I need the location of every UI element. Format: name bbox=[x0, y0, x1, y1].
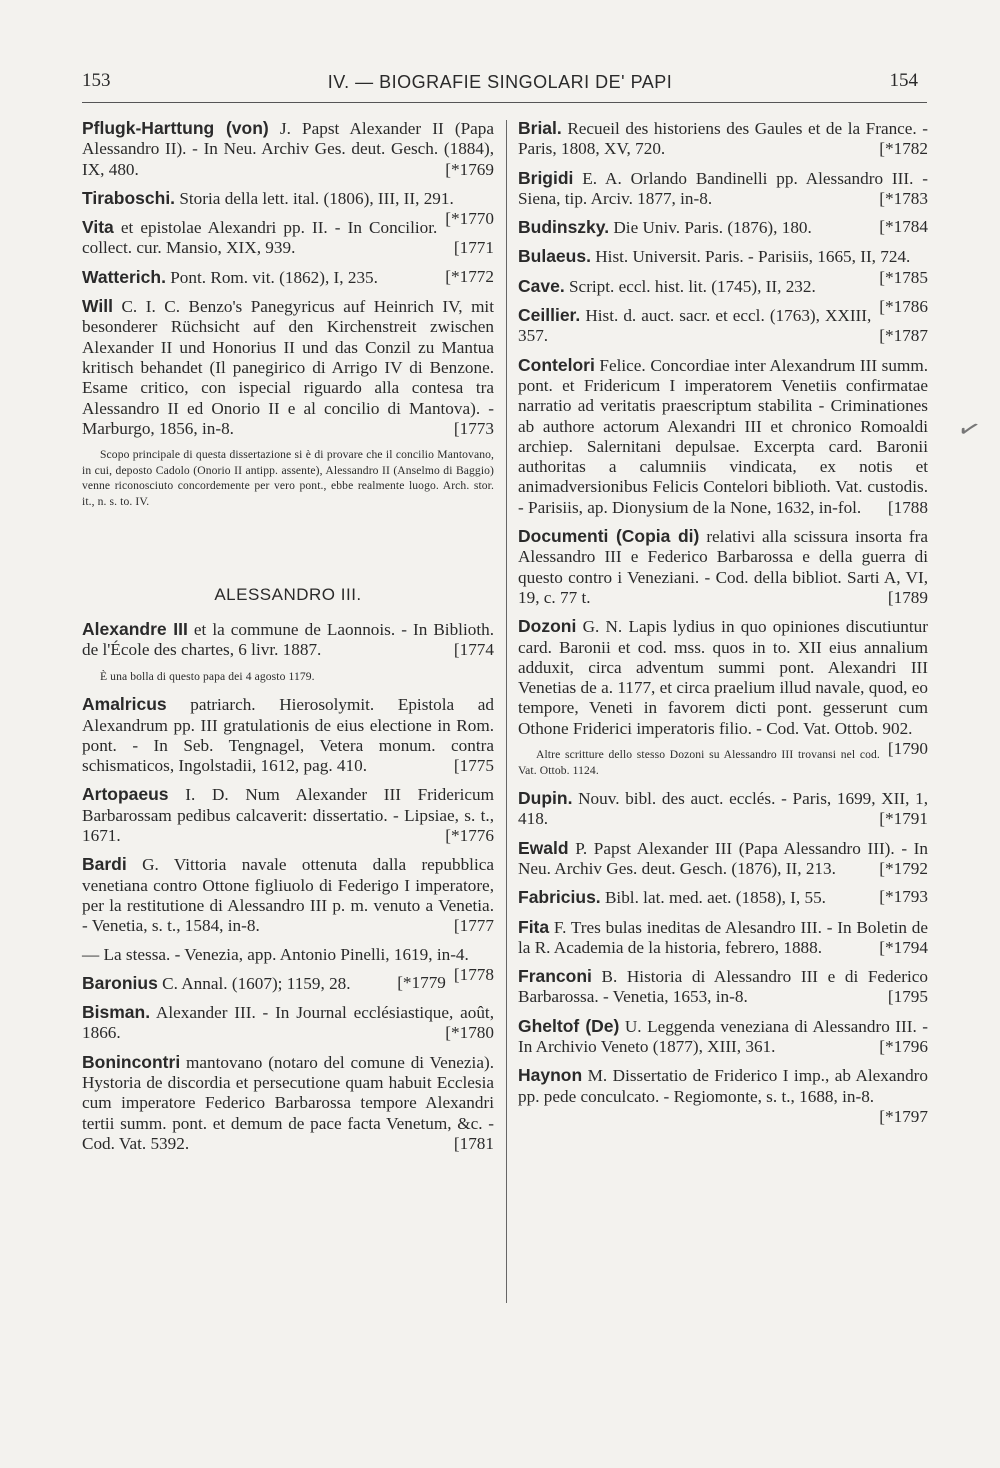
entry-text: P. Papst Alexander III (Papa Alessandro III). - In Neu. Archiv Ges. deut. Gesch. (1876), II, 213. bbox=[518, 838, 928, 878]
entry-number: [1789 bbox=[887, 587, 928, 607]
entry-number: [1775 bbox=[453, 756, 494, 776]
section-heading: ALESSANDRO III. bbox=[214, 585, 362, 605]
running-title: IV. — BIOGRAFIE SINGOLARI DE' PAPI bbox=[327, 72, 673, 92]
entry-author: Baronius bbox=[82, 972, 158, 993]
bib-entry-1783 bbox=[518, 168, 928, 210]
bib-entry-1788 bbox=[518, 355, 928, 518]
entry-number: [*1787 bbox=[879, 326, 928, 346]
entry-text: Script. eccl. hist. lit. (1745), II, 232. bbox=[564, 276, 816, 296]
bib-entry-1784 bbox=[518, 217, 928, 238]
entry-number: [*1796 bbox=[879, 1036, 928, 1056]
entry-author: Watterich. bbox=[82, 266, 166, 287]
entry-author: Fabricius. bbox=[518, 887, 601, 908]
bib-entry-1796 bbox=[518, 1016, 928, 1058]
entry-author: Bulaeus. bbox=[518, 246, 591, 267]
entry-author: Bisman. bbox=[82, 1002, 151, 1023]
entry-author: Bardi bbox=[82, 854, 127, 875]
entry-author: Haynon bbox=[518, 1065, 583, 1086]
page-number-left: 153 bbox=[82, 70, 111, 91]
entry-author: Will bbox=[82, 296, 113, 317]
entry-text: Die Univ. Paris. (1876), 180. bbox=[609, 218, 812, 238]
entry-note: Scopo principale di questa dissertazione si è di provare che il concilio Mantovano, in cui, deposto Cadolo (Onorio II antipp. assente), Alessandro II (Anselmo di Baggio) venne riconosciuto concordemente per vero pont., ebbe realmente luogo. Arch. stor. it., n. s. to. IV. bbox=[82, 448, 494, 508]
entry-text: B. Historia di Alessandro III e di Federico Barbarossa. - Venetia, 1653, in-8. bbox=[518, 967, 928, 1007]
entry-author: Franconi bbox=[518, 966, 592, 987]
entry-text: Recueil des historiens des Gaules et de la France. - Paris, 1808, XV, 720. bbox=[518, 119, 928, 159]
entry-text: G. N. Lapis lydius in quo opiniones discutiuntur card. Baronii et cod. mss. quos in to. XII eius annalium adduxit, circa adventum summi pont. Alexandri III Venetias de a. 1177, et circa praelium illud navale, quod, eo tempore, Veneti in favorem dicti pont. gesserunt cum Othone Friderici imperatoris filio. - Cod. Vat. Ottob. 902. bbox=[518, 617, 928, 738]
page-number-right: 154 bbox=[889, 70, 918, 91]
bib-entry-1779 bbox=[82, 973, 494, 994]
column-divider bbox=[506, 120, 507, 1303]
entry-text: F. Tres bulas ineditas de Alesandro III. - In Boletin de la R. Academia de la historia, febrero, 1888. bbox=[518, 917, 928, 957]
entry-author: Dupin. bbox=[518, 788, 573, 809]
entry-author: Vita bbox=[82, 217, 114, 238]
bib-entry-1776 bbox=[82, 784, 494, 846]
entry-text: I. D. Num Alexander III Fridericum Barbarossam pedibus calcaverit: dissertatio. - Lipsiae, s. t., 1671. bbox=[82, 785, 494, 846]
entry-author: Ceillier. bbox=[518, 305, 581, 326]
entry-number: [*1782 bbox=[879, 139, 928, 159]
entry-number: [1781 bbox=[453, 1133, 494, 1153]
entry-author: Contelori bbox=[518, 354, 595, 375]
bib-entry-1775 bbox=[82, 694, 494, 776]
bib-entry-1773 bbox=[82, 296, 494, 439]
entry-number: [*1779 bbox=[397, 972, 446, 992]
entry-author: Budinszky. bbox=[518, 217, 610, 238]
entry-number: [*1784 bbox=[879, 217, 928, 237]
entry-number: [1795 bbox=[887, 987, 928, 1007]
entry-text: Felice. Concordiae inter Alexandrum III summ. pont. et Fridericum I imperatorem Venetiis confirmatae narratio ad veritatis praescriptum stabilita - Criminationes ab authore actorum Alexandri III et chronico Romoaldi archiep. Salernitani depulsae. Excerpta card. Baronii authoritas a calumniis vindicata, ex notis et animadversionibus Felicis Contelori biblioth. Vat. custodis. - Parisiis, ap. Dionysium de la None, 1632, in-fol. bbox=[518, 355, 928, 517]
entry-author: Alexandre III bbox=[82, 619, 188, 640]
entry-number: [*1793 bbox=[879, 887, 928, 907]
entry-number: [1777 bbox=[453, 916, 494, 936]
entry-number: [*1769 bbox=[445, 159, 494, 179]
entry-author: Cave. bbox=[518, 275, 565, 296]
bib-entry-1772 bbox=[82, 267, 494, 288]
entry-number: [*1794 bbox=[879, 937, 928, 957]
entry-number: [1778 bbox=[453, 964, 494, 984]
entry-note: Altre scritture dello stesso Dozoni su Alessandro III trovansi nel cod. Vat. Ottob. 1124. bbox=[518, 748, 880, 777]
entry-author: Tiraboschi. bbox=[82, 187, 176, 208]
entry-number: [*1792 bbox=[879, 858, 928, 878]
entry-text: Pont. Rom. vit. (1862), I, 235. bbox=[165, 267, 378, 287]
entry-text: G. Vittoria navale ottenuta dalla repubblica venetiana contro Ottone figliuolo di Federigo I imperatore, per la restitutione di Alessandro III p. m. venuto a Venetia. - Venetia, s. t., 1584, in-8. bbox=[82, 855, 494, 936]
entry-text: Hist. Universit. Paris. - Parisiis, 1665, II, 724. bbox=[590, 247, 911, 267]
bib-entry-1787 bbox=[518, 305, 928, 347]
running-header bbox=[82, 70, 918, 100]
pencil-checkmark-icon: ✓ bbox=[953, 412, 985, 447]
entry-text: Bibl. lat. med. aet. (1858), I, 55. bbox=[600, 888, 826, 908]
bib-entry-1797 bbox=[518, 1065, 928, 1126]
entry-author: Documenti (Copia di) bbox=[518, 526, 700, 547]
right-column bbox=[518, 118, 928, 1127]
entry-number: [1774 bbox=[453, 640, 494, 660]
entry-number: [1771 bbox=[453, 238, 494, 258]
entry-text: Alexander III. - In Journal ecclésiastique, août, 1866. bbox=[82, 1003, 494, 1043]
entry-author: Pflugk-Harttung (von) bbox=[82, 118, 269, 138]
entry-number: [1790 bbox=[887, 739, 928, 759]
entry-text: et epistolae Alexandri pp. II. - In Concilior. collect. cur. Mansio, XIX, 939. bbox=[82, 218, 438, 258]
entry-author: Dozoni bbox=[518, 616, 577, 637]
bib-entry-1774 bbox=[82, 619, 494, 661]
entry-text: E. A. Orlando Bandinelli pp. Alessandro III. - Siena, tip. Arciv. 1877, in-8. bbox=[518, 168, 928, 208]
entry-text: J. Papst Alexander II (Papa Alessandro II). - In Neu. Archiv Ges. deut. Gesch. (1884), IX, 480. bbox=[82, 119, 494, 179]
entry-text: M. Dissertatio de Friderico I imp., ab Alexandro pp. pede conculcato. - Regiomonte, s. t., 1688, in-8. bbox=[518, 1066, 928, 1106]
bib-entry-1789 bbox=[518, 526, 928, 608]
bib-entry-1781 bbox=[82, 1052, 494, 1154]
bib-entry-1777 bbox=[82, 854, 494, 936]
entry-text: C. I. C. Benzo's Panegyricus auf Heinrich IV, mit besonderer Rüchsicht auf den Kirchenstreit zwischen Alexander II und Honorius II und das Conzil zu Mantua kritisch behandet (Il panegirico di Arrigo IV di Benzone. Esame critico, con ispecial riguardo alla contesa tra Alessandro II ed Onorio II e al concilio di Mantova). - Marburgo, 1856, in-8. bbox=[82, 297, 494, 438]
bib-entry-1791 bbox=[518, 788, 928, 830]
bib-entry-1794 bbox=[518, 917, 928, 959]
entry-author: Amalricus bbox=[82, 694, 167, 715]
entry-text: relativi alla scissura insorta fra Alessandro III e Federico Barbarossa e della guerra di questo contro i Veneziani. - Cod. della bibliot. Sarti A, VI, 19, c. 77 t. bbox=[518, 527, 928, 607]
entry-text: Storia della lett. ital. (1806), III, II, 291. bbox=[175, 188, 454, 208]
bib-entry-1771 bbox=[82, 217, 494, 259]
entry-text: et la commune de Laonnois. - In Biblioth. de l'École des chartes, 6 livr. 1887. bbox=[82, 620, 494, 660]
entry-text: — La stessa. - Venezia, app. Antonio Pinelli, 1619, in-4. bbox=[82, 944, 469, 964]
bib-entry-1780 bbox=[82, 1002, 494, 1044]
entry-author: Gheltof (De) bbox=[518, 1015, 620, 1036]
bib-entry-1795 bbox=[518, 966, 928, 1008]
bib-entry-1793 bbox=[518, 887, 928, 908]
entry-number: [*1776 bbox=[445, 826, 494, 846]
entry-text: patriarch. Hierosolymit. Epistola ad Alexandrum pp. III gratulationis de eius electione in Rom. pont. - In Seb. Tengnagel, Vetera monum. contra schismaticos, Ingolstadii, 1612, pag. 410. bbox=[82, 695, 494, 776]
header-rule bbox=[82, 102, 927, 103]
bib-entry-1792 bbox=[518, 838, 928, 880]
bib-entry-1790 bbox=[518, 616, 928, 759]
entry-note: È una bolla di questo papa dei 4 agosto 1179. bbox=[100, 669, 315, 683]
entry-text: mantovano (notaro del comune di Venezia). Hystoria de discordia et persecutione quam habuit Ecclesia cum imperatore Federico Barbarossa tempore Alexandri tertii summ. pont. et demum de pace facta Venetum, &c. - Cod. Vat. 5392. bbox=[82, 1052, 494, 1153]
entry-author: Fita bbox=[518, 916, 550, 937]
entry-number: [*1783 bbox=[879, 188, 928, 208]
entry-number: [1773 bbox=[453, 418, 494, 438]
entry-author: Bonincontri bbox=[82, 1051, 181, 1072]
entry-number: [1788 bbox=[887, 497, 928, 517]
left-column bbox=[82, 118, 494, 1162]
entry-text: C. Annal. (1607); 1159, 28. bbox=[157, 973, 351, 993]
entry-number: [*1785 bbox=[879, 267, 928, 287]
entry-author: Artopaeus bbox=[82, 784, 169, 805]
entry-author: Ewald bbox=[518, 837, 569, 858]
entry-number: [*1770 bbox=[445, 209, 494, 229]
entry-number: [*1786 bbox=[879, 297, 928, 317]
entry-number: [*1797 bbox=[879, 1106, 928, 1126]
bib-entry-1782 bbox=[518, 118, 928, 160]
entry-author: Brigidi bbox=[518, 167, 574, 188]
entry-number: [*1780 bbox=[445, 1023, 494, 1043]
entry-number: [*1772 bbox=[445, 266, 494, 286]
entry-text: Hist. d. auct. sacr. et eccl. (1763), XXIII, 357. bbox=[518, 306, 872, 346]
entry-text: Nouv. bibl. des auct. ecclés. - Paris, 1699, XII, 1, 418. bbox=[518, 789, 928, 829]
entry-text: U. Leggenda veneziana di Alessandro III. - In Archivio Veneto (1877), XIII, 361. bbox=[518, 1016, 928, 1056]
entry-number: [*1791 bbox=[879, 809, 928, 829]
entry-author: Brial. bbox=[518, 118, 562, 138]
bib-entry-1769 bbox=[82, 118, 494, 180]
